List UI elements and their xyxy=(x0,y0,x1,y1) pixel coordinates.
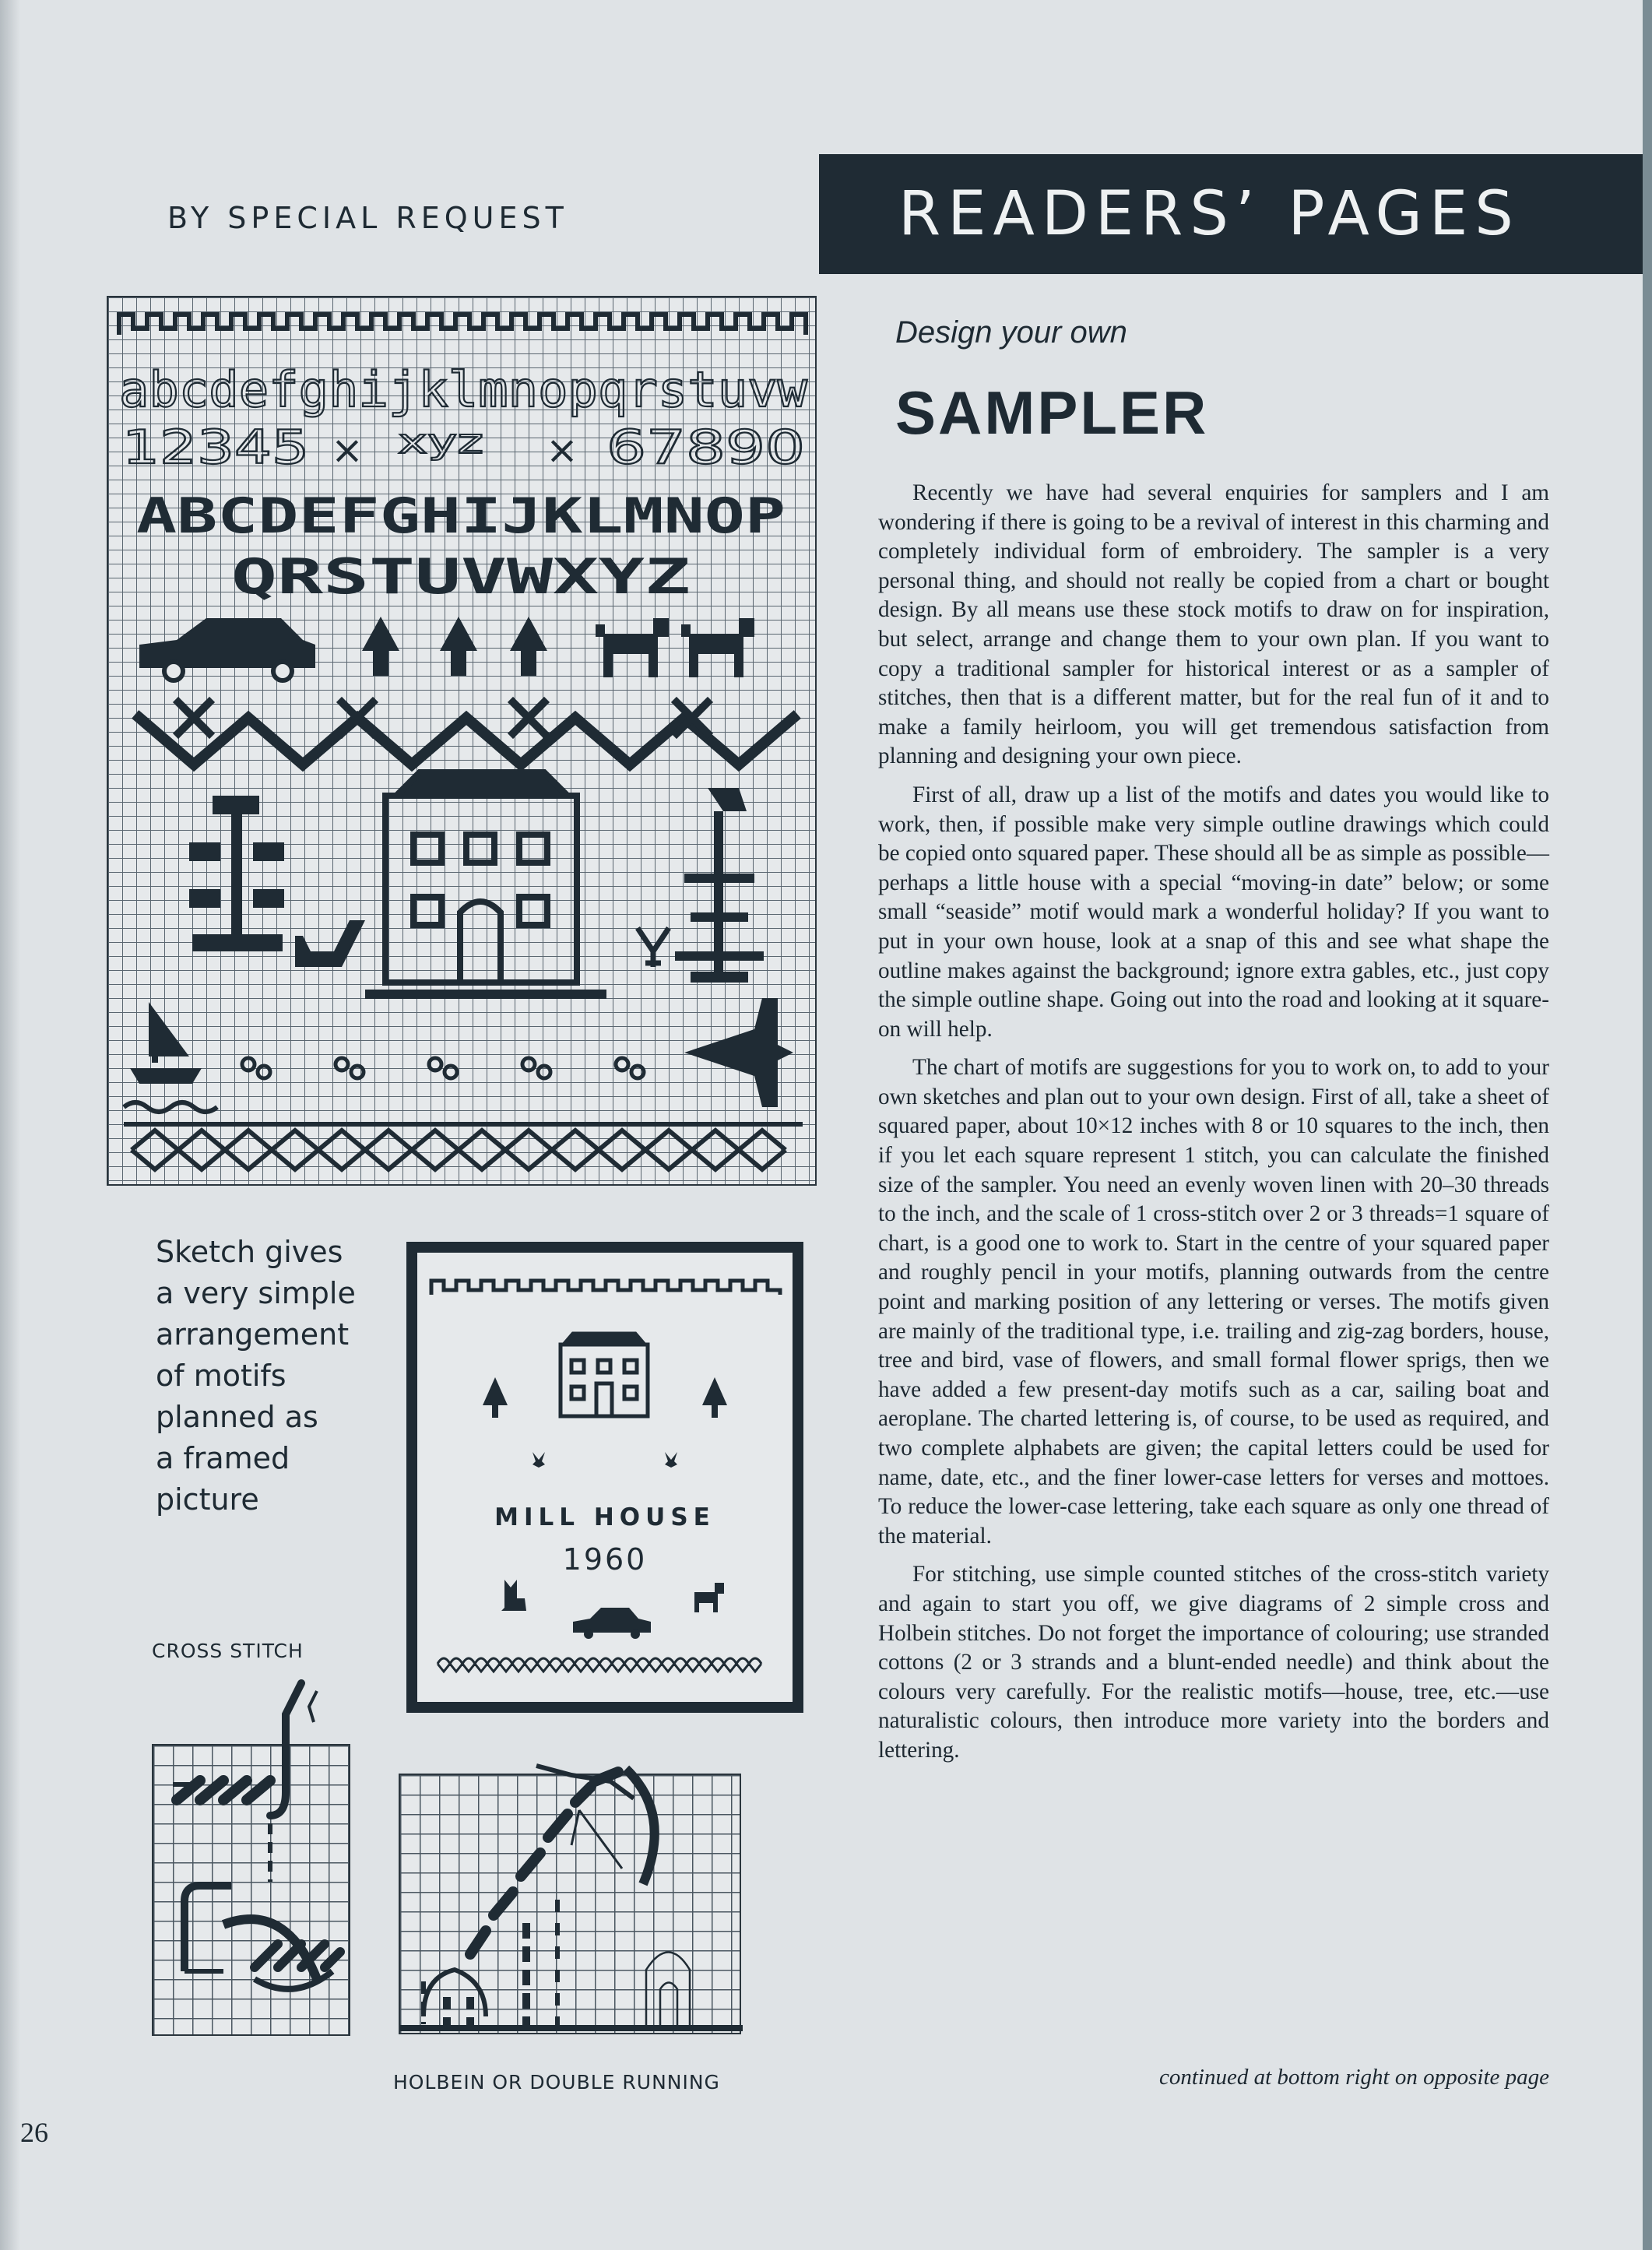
readers-pages-banner: READERS’ PAGES xyxy=(819,154,1643,274)
paragraph-2: First of all, draw up a list of the motifs and dates you would like to work, then, if possible make very simple outline drawings which could be copied onto squared paper. These should all be as simple as possible—perhaps a little house with a special “moving-in date” below; or some small “seaside” motif would mark a wonderful holiday? If you want to put in your own house, look at a snap of this and see what shape the outline makes against the background; ignore extra gables, etc., just copy the simple outline shape. Going out into the road and looking at it square-on will help. xyxy=(878,782,1549,1042)
frame-cat-motif xyxy=(501,1580,526,1611)
chart-letters-xyz: xyz xyxy=(398,422,483,462)
article-title: SAMPLER xyxy=(895,378,1209,447)
chart-capitals-row-2: QRSTUVWXYZ xyxy=(231,548,691,605)
caption-line: a framed xyxy=(156,1441,290,1475)
motif-chart-drawing xyxy=(108,297,818,1187)
holbein-stitch-diagram xyxy=(399,1774,741,2034)
tree-motifs-row xyxy=(362,617,547,676)
wave-and-heart-borders xyxy=(124,1102,803,1169)
bird-motif xyxy=(295,920,365,967)
frame-top-border xyxy=(431,1281,780,1295)
sailing-boat-motif xyxy=(130,1002,202,1084)
cross-stitch-label: CROSS STITCH xyxy=(152,1640,304,1662)
frame-dog-motif xyxy=(694,1583,724,1612)
flower-sprig-motif xyxy=(638,928,669,967)
chart-digits-left: 12345 xyxy=(122,420,309,475)
article-kicker: Design your own xyxy=(895,315,1127,350)
zigzag-border-top xyxy=(119,315,806,335)
frame-heart-border xyxy=(438,1658,761,1672)
chart-capitals-row-1: ABCDEFGHIJKLMNOP xyxy=(136,487,786,544)
cross-stitch-diagram xyxy=(152,1744,350,2036)
article-body xyxy=(878,479,1549,1775)
chart-cross-mark-2: × xyxy=(546,427,578,473)
chart-cross-mark: × xyxy=(331,427,364,473)
holbein-label: HOLBEIN OR DOUBLE RUNNING xyxy=(393,2071,720,2094)
frame-house xyxy=(561,1334,648,1416)
page-number: 26 xyxy=(20,2117,48,2148)
tree-of-life-motif xyxy=(189,796,284,951)
caption-line: picture xyxy=(156,1482,259,1517)
aeroplane-motif xyxy=(684,998,793,1107)
small-flower-sprigs-row xyxy=(242,1058,644,1078)
cross-stitch-drawing xyxy=(153,1746,352,2037)
page-gutter-shadow xyxy=(0,0,20,2250)
paragraph-3: The chart of motifs are suggestions for you to work on, to add to your own sketches and plan out to your own design. First of all, take a sheet of squared paper, about 10×12 inches with 8 or 10 squares to the inch, then if you let each square represent 1 stitch, you can calculate the finished size of the sampler. You need an evenly woven linen with 20–30 threads to the inch, and the scale of 1 cross-stitch over 2 or 3 threads=1 square of chart, is a good one to work to. Start in the centre of your squared paper and roughly pencil in your motifs, planning outwards from the centre point and marking position of any lettering or verses. The motifs given are mainly of the traditional type, i.e. trailing and zig-zag borders, house, tree and bird, vase of flowers, and small formal flower sprigs, then we have added a few present-day motifs such as a car, sailing boat and aeroplane. The charted lettering is, of course, to be used as required, and two complete alphabets are given; the capital letters could be used for name, date, etc., and the finer lower-case letters for verses and mottoes. To reduce the lower-case lettering, take each square as only one thread of the material. xyxy=(878,1055,1549,1549)
section-label: BY SPECIAL REQUEST xyxy=(167,201,568,235)
caption-line: a very simple xyxy=(156,1276,356,1310)
frame-year: 1960 xyxy=(562,1542,648,1577)
chart-lowercase-alphabet: abcdefghijklmnopqrstuvw xyxy=(119,361,808,418)
chart-digits-right: 67890 xyxy=(606,420,805,475)
framed-picture-sketch xyxy=(406,1242,803,1713)
continued-note: continued at bottom right on opposite page xyxy=(1158,2065,1549,2090)
frame-car-motif xyxy=(573,1608,651,1639)
house-motif xyxy=(365,772,606,994)
caption-line: arrangement xyxy=(156,1317,350,1352)
tall-tree-bird-motif xyxy=(675,788,764,983)
frame-house-name: MILL HOUSE xyxy=(494,1503,715,1531)
paragraph-4: For stitching, use simple counted stitches of the cross-stitch variety and again to start you off, we give diagrams of 2 simple cross and Holbein stitches. Do not forget the importance of colouring; use stranded cottons (2 or 3 strands and a blunt-ended needle) and think about the colours very carefully. For the realistic motifs—house, tree, etc.—use naturalistic colours, then introduce more variety into the borders and lettering. xyxy=(878,1562,1549,1763)
car-motif xyxy=(139,618,315,680)
animal-motifs-row xyxy=(596,618,754,677)
sketch-caption xyxy=(156,1232,389,1521)
framed-picture-drawing xyxy=(417,1253,793,1702)
caption-line: Sketch gives xyxy=(156,1235,343,1269)
trailing-border-motif xyxy=(139,702,793,765)
caption-line: of motifs xyxy=(156,1359,286,1393)
paragraph-1: Recently we have had several enquiries for samplers and I am wondering if there is going to be a revival of interest in this charming and completely individual form of embroidery. The sampler is a very personal thing, and should not really be copied from a chart or bought design. By all means use these stock motifs to draw on for inspiration, but select, arrange and change them to your own plan. If you want to copy a traditional sampler for historical interest or as a sampler of stitches, then that is a different matter, but for the real fun of it and to make a family heirloom, you will get tremendous satisfaction from planning and designing your own piece. xyxy=(878,480,1549,769)
holbein-stitch-drawing xyxy=(400,1775,743,2036)
motif-chart xyxy=(107,296,817,1186)
frame-flower-sprigs xyxy=(533,1452,677,1468)
caption-line: planned as xyxy=(156,1400,318,1434)
